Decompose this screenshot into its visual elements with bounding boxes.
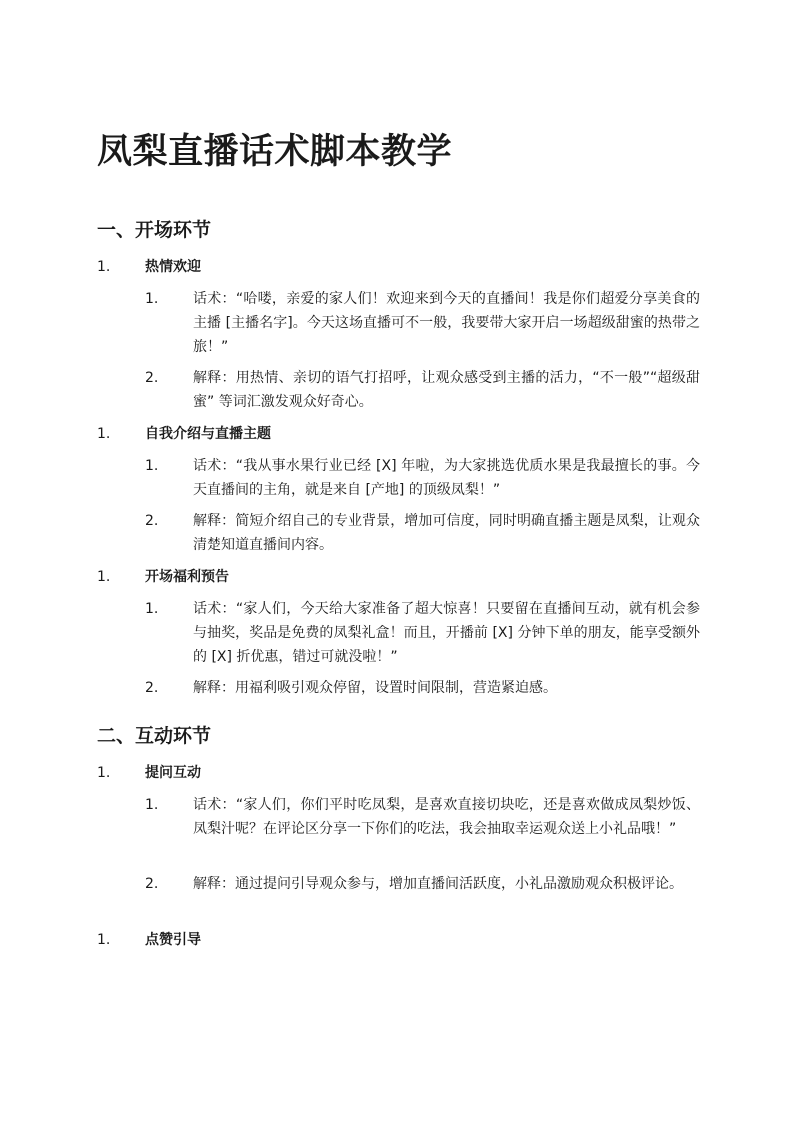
section-heading: 一、开场环节: [97, 219, 212, 241]
point-number: 2.: [145, 513, 159, 529]
item-title: 开场福利预告: [145, 569, 229, 585]
point-text: 话术：“我从事水果行业已经 [X] 年啦，为大家挑选优质水果是我最擅长的事。今天直播间的主角，就是来自 [产地] 的顶级凤梨！”: [193, 458, 700, 498]
item-number: 1.: [97, 569, 111, 585]
point-number: 1.: [145, 458, 159, 474]
point-text: 解释：用福利吸引观众停留，设置时间限制，营造紧迫感。: [193, 680, 557, 696]
point-number: 1.: [145, 797, 159, 813]
point-number: 1.: [145, 291, 159, 307]
item-title: 点赞引导: [145, 932, 201, 948]
section-heading: 二、互动环节: [97, 725, 212, 747]
point-text: 话术：“家人们，今天给大家准备了超大惊喜！只要留在直播间互动，就有机会参与抽奖，奖品是免费的凤梨礼盒！而且，开播前 [X] 分钟下单的朋友，能享受额外的 [X] 折优惠，错过可就没啦！”: [193, 601, 700, 665]
point-text: 解释：通过提问引导观众参与，增加直播间活跃度，小礼品激励观众积极评论。: [193, 876, 683, 892]
point-text: 话术：“哈喽，亲爱的家人们！欢迎来到今天的直播间！我是你们超爱分享美食的主播 [主播名字]。今天这场直播可不一般，我要带大家开启一场超级甜蜜的热带之旅！”: [193, 291, 700, 355]
item-number: 1.: [97, 765, 111, 781]
document-title: 凤梨直播话术脚本教学: [97, 132, 453, 172]
item-title: 自我介绍与直播主题: [145, 426, 271, 442]
point-number: 2.: [145, 370, 159, 386]
item-number: 1.: [97, 426, 111, 442]
point-number: 2.: [145, 876, 159, 892]
point-number: 1.: [145, 601, 159, 617]
item-title: 热情欢迎: [145, 259, 201, 275]
item-number: 1.: [97, 259, 111, 275]
point-text: 话术：“家人们，你们平时吃凤梨，是喜欢直接切块吃，还是喜欢做成凤梨炒饭、凤梨汁呢？在评论区分享一下你们的吃法，我会抽取幸运观众送上小礼品哦！”: [193, 797, 700, 837]
point-text: 解释：简短介绍自己的专业背景，增加可信度，同时明确直播主题是凤梨，让观众清楚知道直播间内容。: [193, 513, 700, 553]
point-number: 2.: [145, 680, 159, 696]
item-title: 提问互动: [145, 765, 201, 781]
point-text: 解释：用热情、亲切的语气打招呼，让观众感受到主播的活力，“不一般”“超级甜蜜” 等词汇激发观众好奇心。: [193, 370, 700, 410]
item-number: 1.: [97, 932, 111, 948]
